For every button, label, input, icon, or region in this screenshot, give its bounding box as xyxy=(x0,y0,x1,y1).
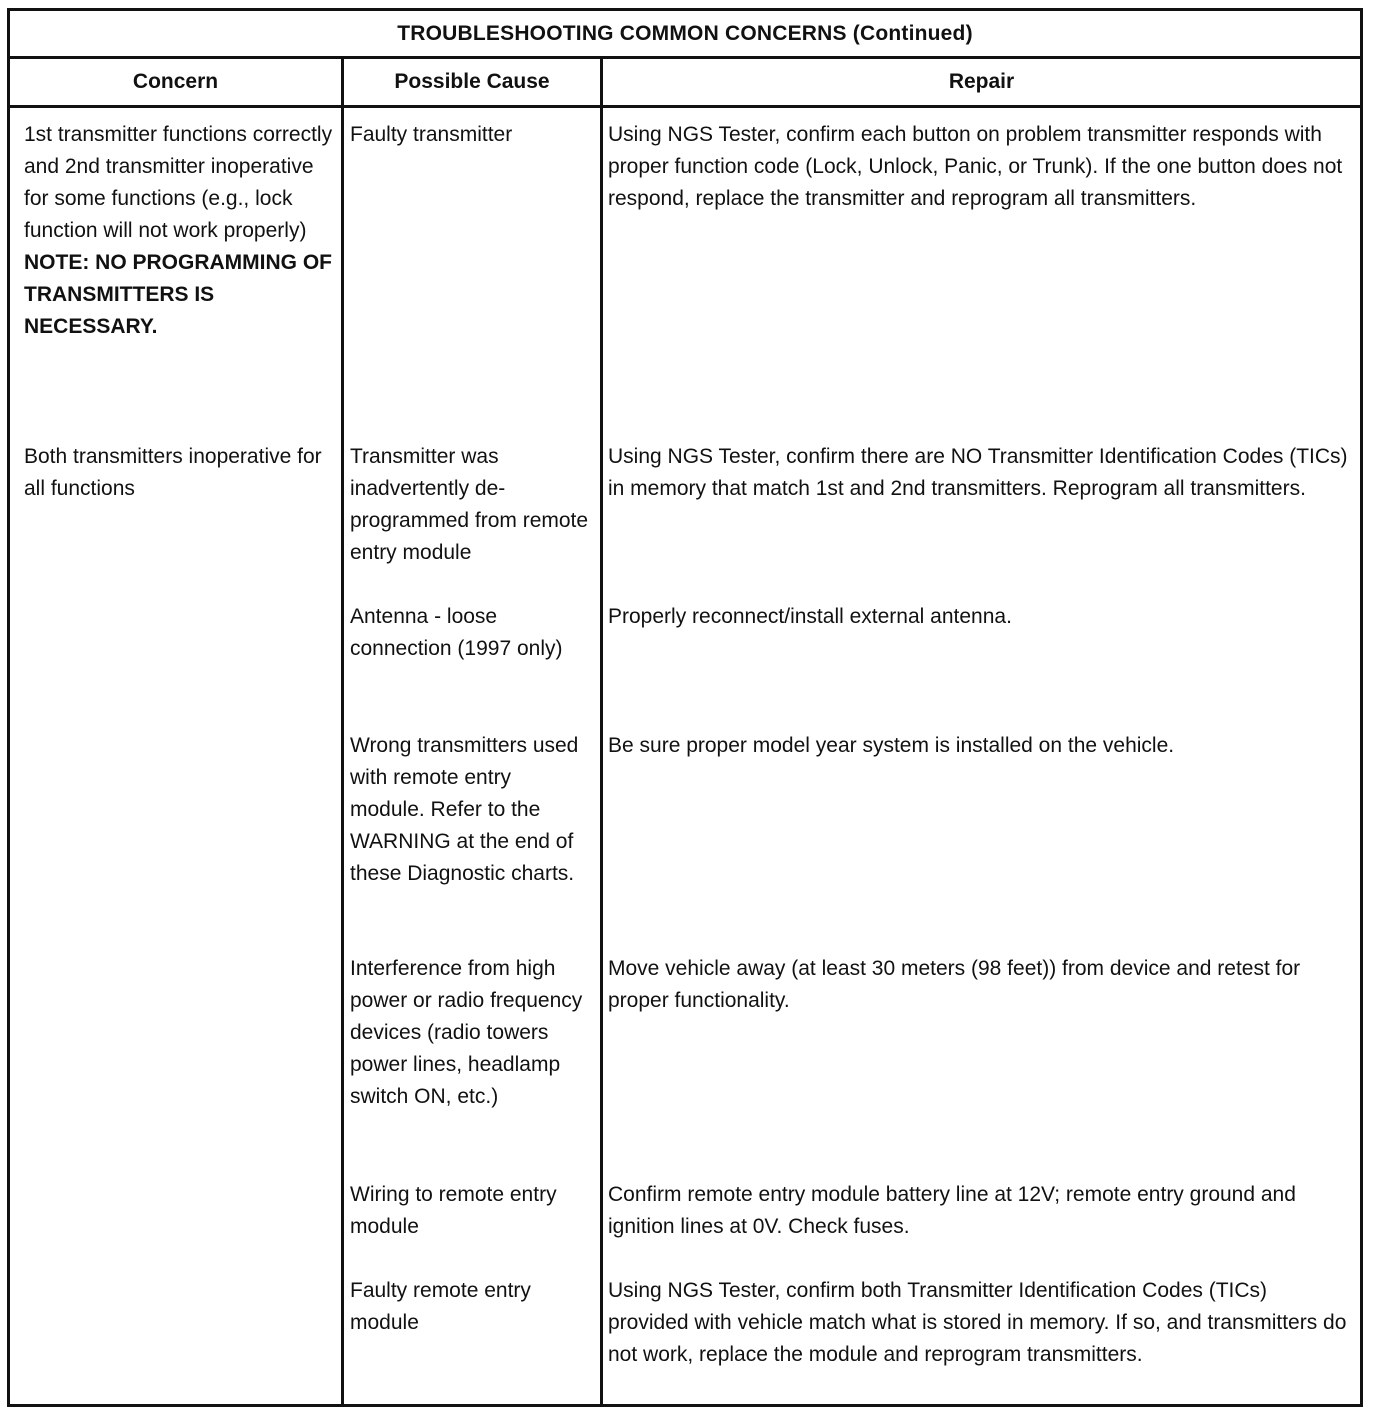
cause-cell: Faulty remote entry module xyxy=(350,1279,531,1334)
column-header-possible-cause: Possible Cause xyxy=(394,70,550,93)
cause-cell: Interference from high power or radio frequency devices (radio towers power lines, headlamp switch ON, etc.) xyxy=(350,957,583,1108)
repair-cell: Using NGS Tester, confirm each button on problem transmitter responds with proper function code (Lock, Unlock, Panic, or Trunk). If the one button does not respond, replace the transmitter and reprogram all transmitters. xyxy=(608,123,1343,210)
concern-note: NOTE: NO PROGRAMMING OF TRANSMITTERS IS NECESSARY. xyxy=(24,251,332,338)
column-divider xyxy=(341,59,344,1404)
troubleshooting-table xyxy=(7,8,1363,1407)
repair-cell: Properly reconnect/install external antenna. xyxy=(608,605,1012,628)
repair-cell: Move vehicle away (at least 30 meters (98 feet)) from device and retest for proper functionality. xyxy=(608,957,1301,1012)
repair-cell: Using NGS Tester, confirm there are NO Transmitter Identification Codes (TICs) in memory that match 1st and 2nd transmitters. Reprogram all transmitters. xyxy=(608,445,1348,500)
column-header-concern: Concern xyxy=(132,70,219,93)
concern-text: 1st transmitter functions correctly and 2nd transmitter inoperative for some functions (e.g., lock function will not work properly) xyxy=(24,123,333,242)
table-title: TROUBLESHOOTING COMMON CONCERNS (Continued) xyxy=(10,11,1360,59)
cause-cell: Antenna - loose connection (1997 only) xyxy=(350,605,563,660)
cause-cell: Transmitter was inadvertently de-programmed from remote entry module xyxy=(350,445,589,564)
repair-cell: Confirm remote entry module battery line at 12V; remote entry ground and ignition lines at 0V. Check fuses. xyxy=(608,1183,1296,1238)
concern-cell: Both transmitters inoperative for all functions xyxy=(24,445,322,500)
column-divider xyxy=(600,59,603,1404)
cause-cell: Wiring to remote entry module xyxy=(350,1183,557,1238)
repair-cell: Using NGS Tester, confirm both Transmitter Identification Codes (TICs) provided with vehicle match what is stored in memory. If so, and transmitters do not work, replace the module and reprogram transmitters. xyxy=(608,1279,1347,1366)
cause-cell: Wrong transmitters used with remote entry module. Refer to the WARNING at the end of these Diagnostic charts. xyxy=(350,734,579,885)
concern-cell xyxy=(24,119,334,343)
table-header-row xyxy=(10,59,1360,108)
repair-cell: Be sure proper model year system is installed on the vehicle. xyxy=(608,734,1175,757)
column-header-repair: Repair xyxy=(948,70,1015,93)
cause-cell: Faulty transmitter xyxy=(350,123,513,146)
